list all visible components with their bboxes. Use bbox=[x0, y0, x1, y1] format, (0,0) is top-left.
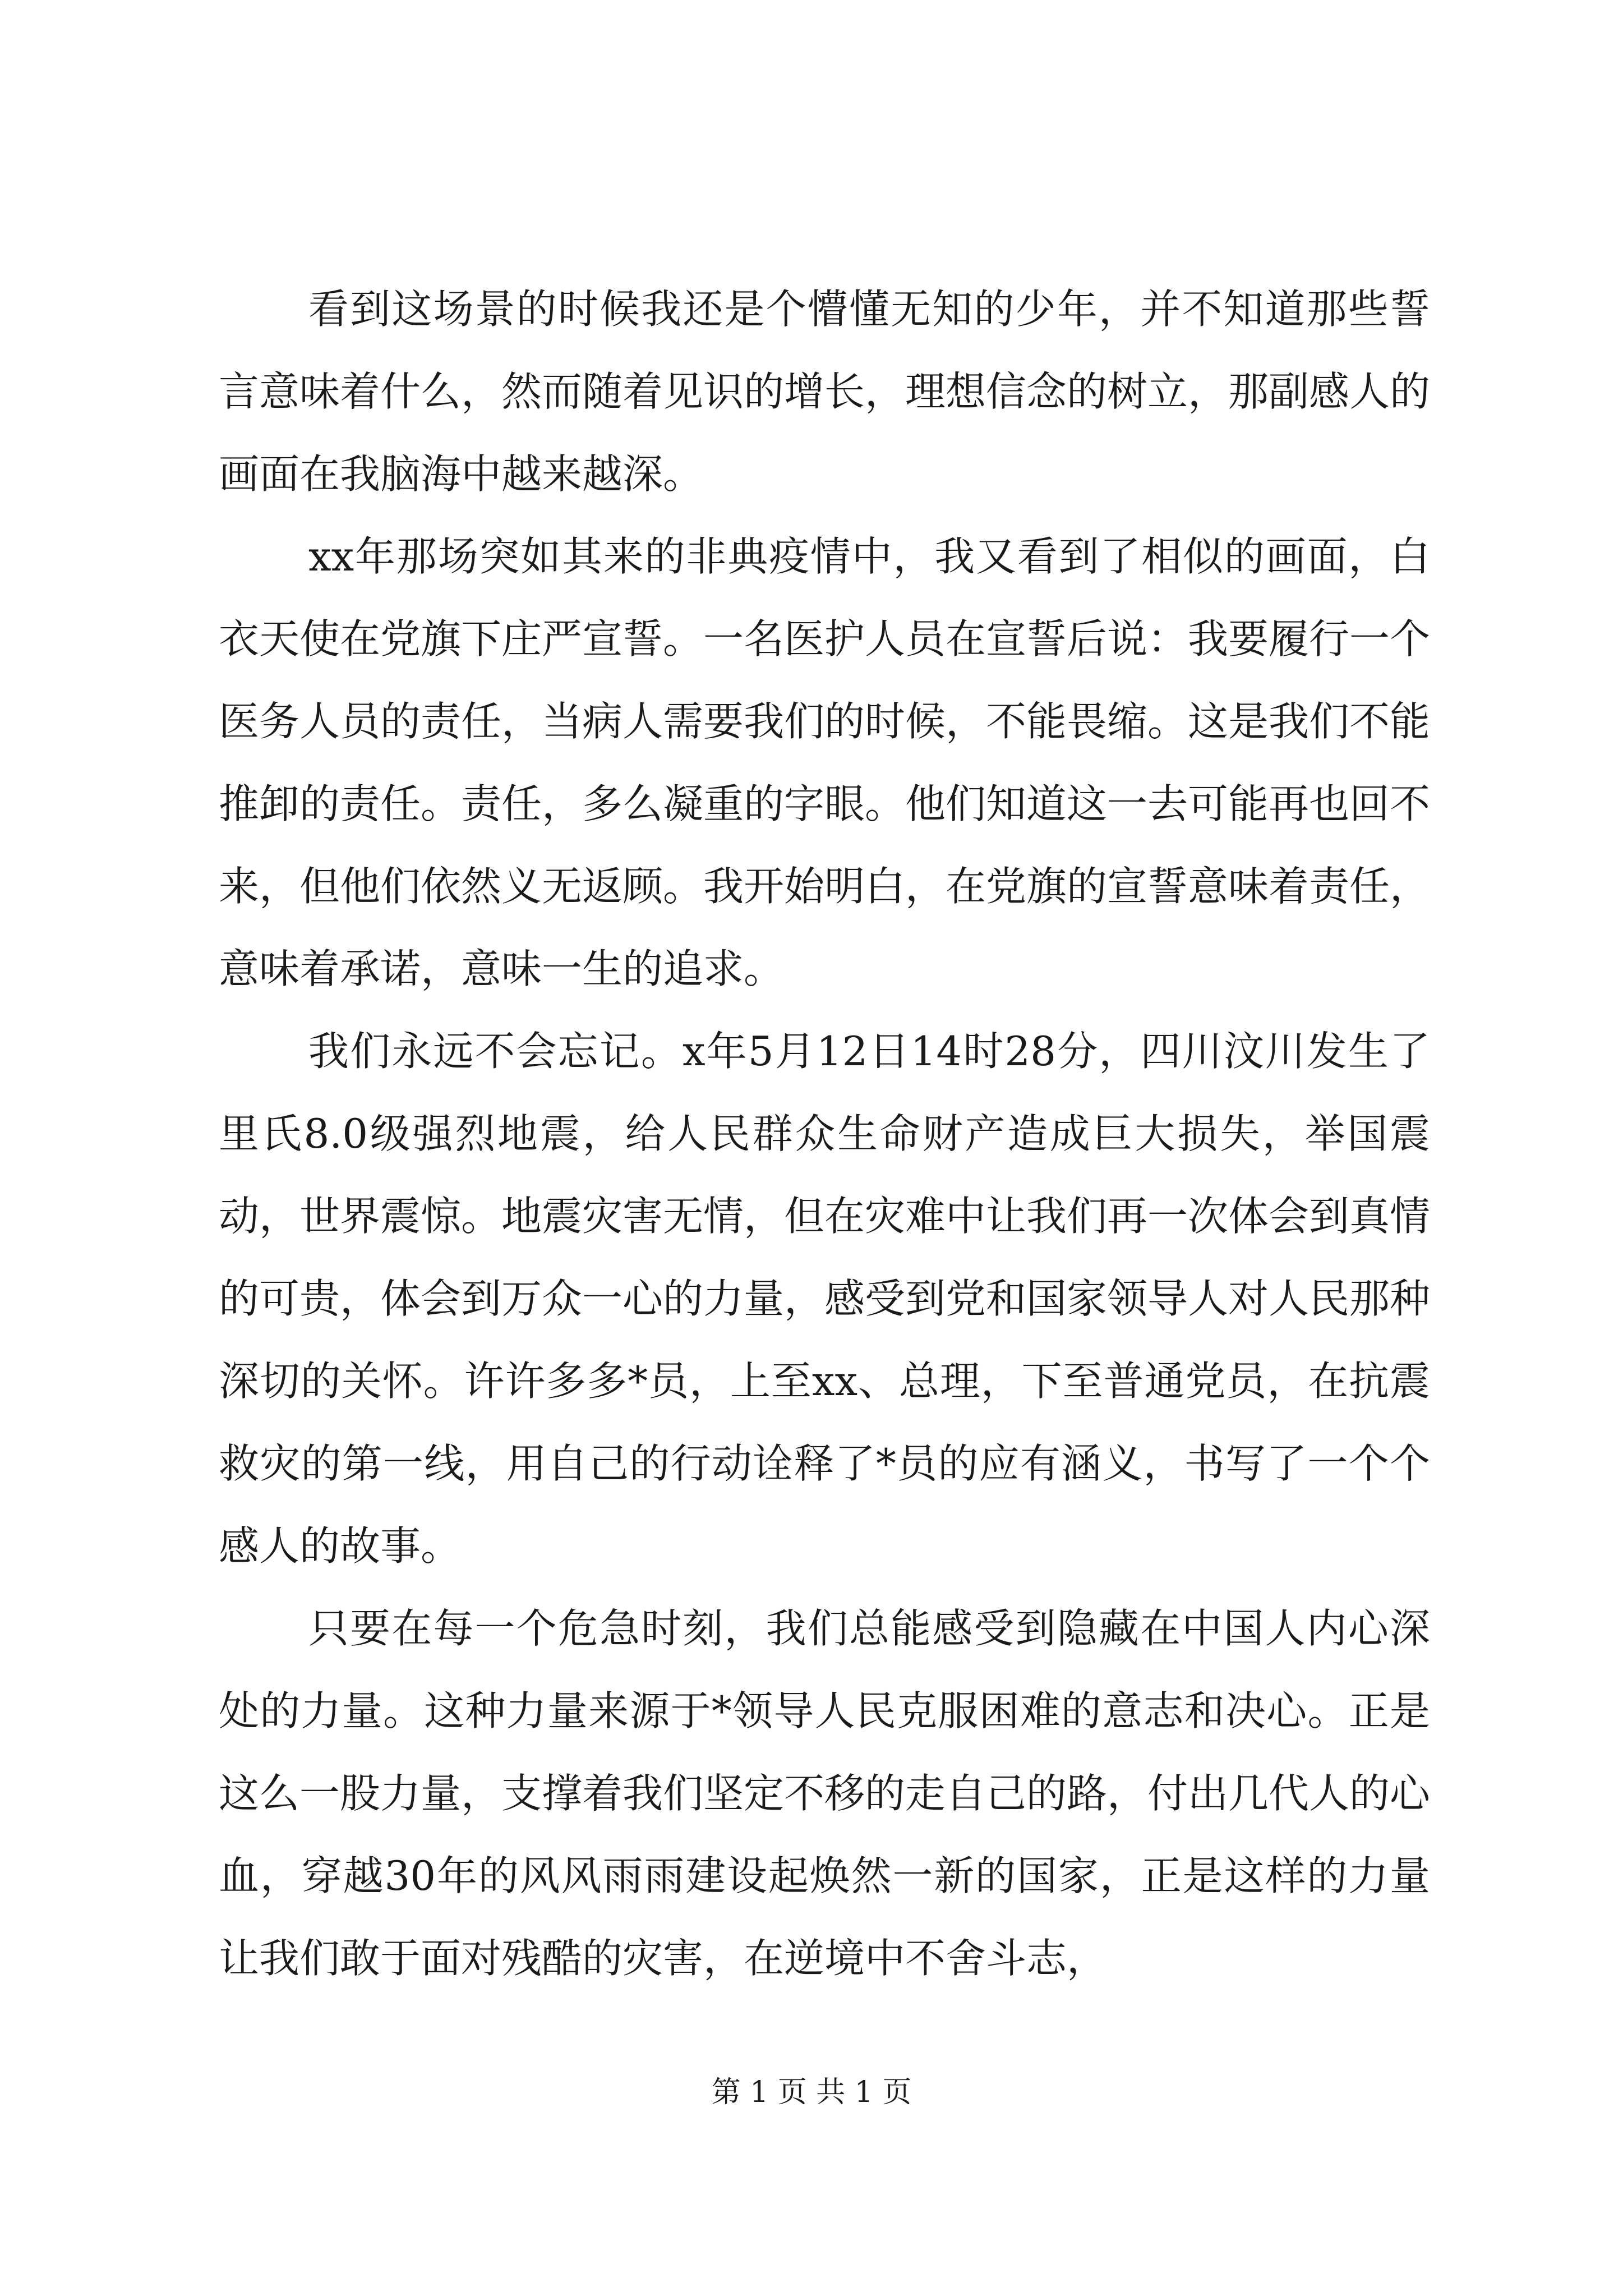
page-footer: 第 1 页 共 1 页 bbox=[711, 2076, 912, 2109]
paragraph-2: xx年那场突如其来的非典疫情中，我又看到了相似的画面，白衣天使在党旗下庄严宣誓。一名医护人员在宣誓后说：我要履行一个医务人员的责任，当病人需要我们的时候，不能畏缩。这是我们不能推卸的责任。责任，多么凝重的字眼。他们知道这一去可能再也回不来，但他们依然义无返顾。我开始明白，在党旗的宣誓意味着责任，意味着承诺，意味一生的追求。 bbox=[219, 533, 1431, 992]
paragraph-3: 我们永远不会忘记。x年5月12日14时28分，四川汶川发生了里氏8.0级强烈地震，给人民群众生命财产造成巨大损失，举国震动，世界震惊。地震灾害无情，但在灾难中让我们再一次体会到真情的可贵，体会到万众一心的力量，感受到党和国家领导人对人民那种深切的关怀。许许多多*员，上至xx、总理，下至普通党员，在抗震救灾的第一线，用自己的行动诠释了*员的应有涵义，书写了一个个感人的故事。 bbox=[219, 1028, 1431, 1570]
paragraph-1: 看到这场景的时候我还是个懵懂无知的少年，并不知道那些誓言意味着什么，然而随着见识的增长，理想信念的树立，那副感人的画面在我脑海中越来越深。 bbox=[219, 286, 1431, 498]
paragraph-4: 只要在每一个危急时刻，我们总能感受到隐藏在中国人内心深处的力量。这种力量来源于*领导人民克服困难的意志和决心。正是这么一股力量，支撑着我们坚定不移的走自己的路，付出几代人的心血，穿越30年的风风雨雨建设起焕然一新的国家，正是这样的力量让我们敢于面对残酷的灾害，在逆境中不舍斗志， bbox=[219, 1605, 1431, 1982]
document-body bbox=[219, 268, 1430, 2000]
